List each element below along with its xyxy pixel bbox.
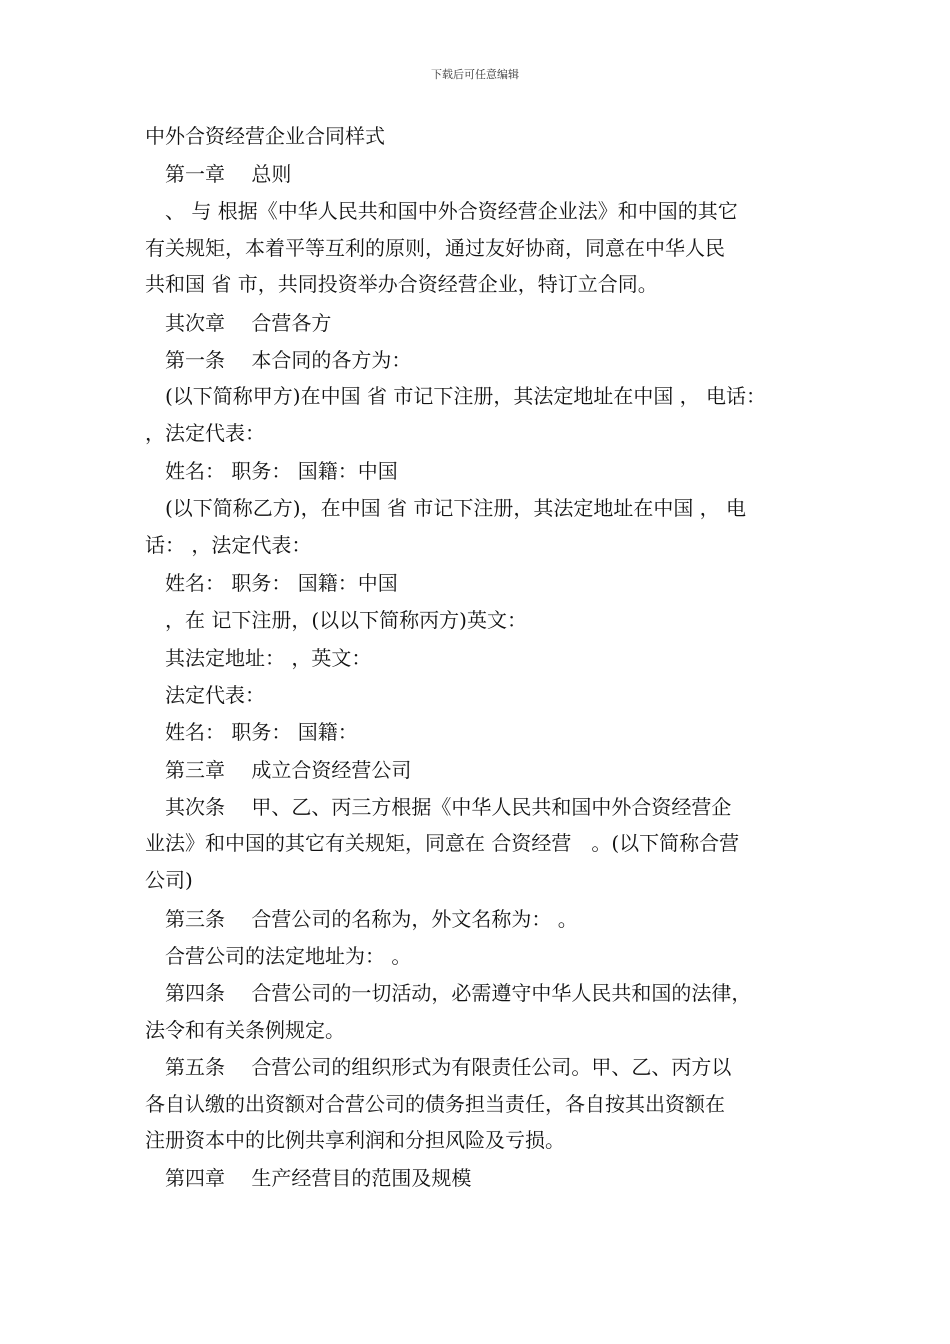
paragraph-line: (以下简称甲方)在中国 省 市记下注册，其法定地址在中国 ， 电话： <box>145 384 767 408</box>
paragraph-line: 法定代表： <box>145 683 265 707</box>
paragraph-line: 姓名： 职务： 国籍：中国 <box>145 459 398 483</box>
paragraph-line: 话： ，法定代表： <box>145 533 312 557</box>
paragraph-line: 注册资本中的比例共享利润和分担风险及亏损。 <box>145 1128 565 1152</box>
paragraph-line: 、 与 根据《中华人民共和国中外合资经营企业法》和中国的其它 <box>145 199 738 223</box>
paragraph-line: 法令和有关条例规定。 <box>145 1018 345 1042</box>
paragraph-line: 姓名： 职务： 国籍：中国 <box>145 571 398 595</box>
paragraph-line: 其法定地址： ，英文： <box>145 646 372 670</box>
article-line: 第三条 合营公司的名称为，外文名称为： 。 <box>145 907 578 931</box>
page-header: 下载后可任意编辑 <box>431 68 519 81</box>
chapter-heading: 第一章 总则 <box>145 162 292 186</box>
chapter-heading: 第三章 成立合资经营公司 <box>145 758 412 782</box>
chapter-heading: 第四章 生产经营目的范围及规模 <box>145 1166 472 1190</box>
paragraph-line: ，法定代表： <box>145 421 265 445</box>
article-line: 其次条 甲、乙、丙三方根据《中华人民共和国中外合资经营企 <box>145 795 732 819</box>
article-line: 第五条 合营公司的组织形式为有限责任公司。甲、乙、丙方以 <box>145 1055 732 1079</box>
paragraph-line: ，在 记下注册，(以以下简称丙方)英文： <box>145 608 527 632</box>
article-line: 第四条 合营公司的一切活动，必需遵守中华人民共和国的法律， <box>145 981 752 1005</box>
paragraph-line: 姓名： 职务： 国籍： <box>145 720 358 744</box>
paragraph-line: 合营公司的法定地址为： 。 <box>145 944 412 968</box>
paragraph-line: 公司) <box>145 868 193 892</box>
paragraph-line: 各自认缴的出资额对合营公司的债务担当责任，各自按其出资额在 <box>145 1092 725 1116</box>
document-title: 中外合资经营企业合同样式 <box>145 124 385 148</box>
paragraph-line: 有关规矩，本着平等互利的原则，通过友好协商，同意在中华人民 <box>145 236 725 260</box>
paragraph-line: 共和国 省 市，共同投资举办合资经营企业，特订立合同。 <box>145 272 658 296</box>
chapter-heading: 其次章 合营各方 <box>145 311 332 335</box>
paragraph-line: (以下简称乙方)，在中国 省 市记下注册，其法定地址在中国 ， 电 <box>145 496 747 520</box>
article-line: 第一条 本合同的各方为： <box>145 348 412 372</box>
paragraph-line: 业法》和中国的其它有关规矩，同意在 合资经营 。(以下简称合营 <box>145 831 740 855</box>
